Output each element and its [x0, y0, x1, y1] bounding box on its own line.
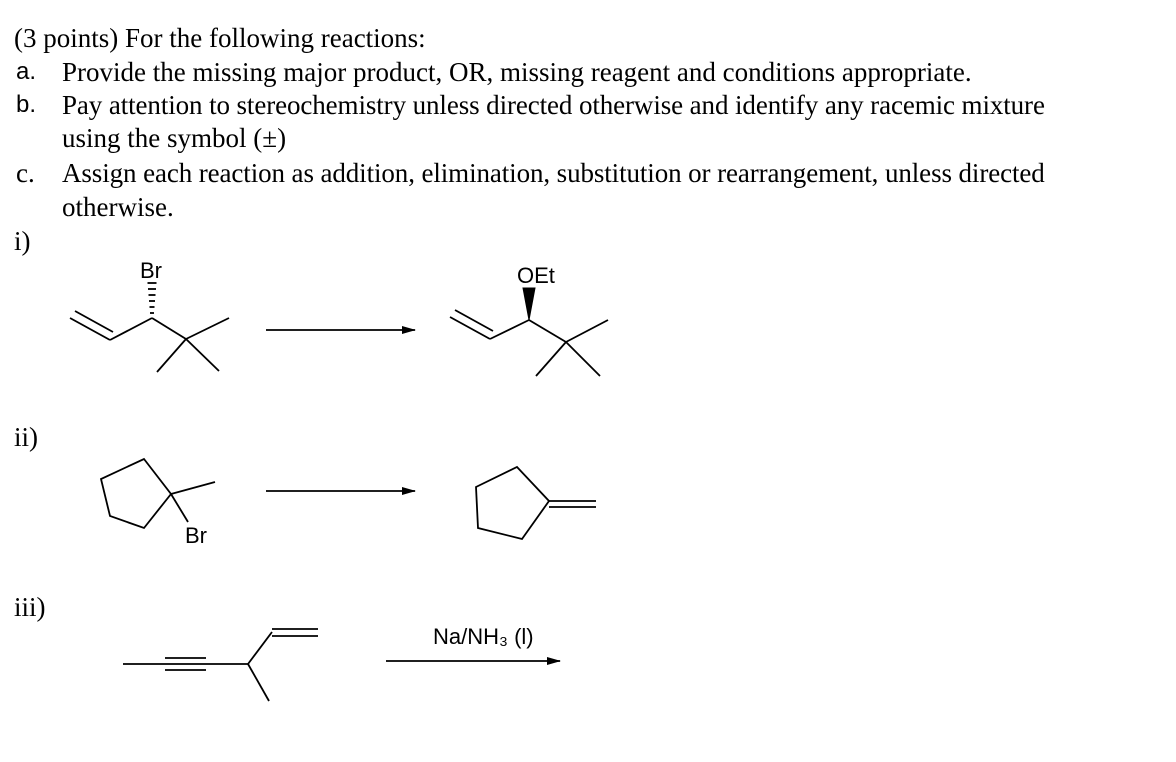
item-a-text: Provide the missing major product, OR, missing reagent and conditions appropriate. [62, 57, 972, 87]
product-i-ethoxy-label: OEt [517, 263, 555, 288]
reaction-ii-product [476, 467, 596, 539]
reaction-i-product [450, 288, 608, 376]
solid-wedge-bond [523, 288, 535, 320]
item-b-text-line1: Pay attention to stereochemistry unless directed otherwise and identify any racemic mixture [62, 90, 1045, 120]
reaction-i-label: i) [14, 226, 31, 256]
hashed-wedge-bond [148, 283, 157, 313]
item-b-marker: b. [16, 91, 37, 118]
item-a-marker: a. [16, 58, 37, 85]
reaction-iii-reagent-label: Na/NH₃ (l) [433, 624, 534, 649]
item-c-marker: c. [16, 158, 35, 188]
reactant-ii-bromine-label: Br [185, 523, 207, 548]
reactant-i-bromine-label: Br [140, 258, 162, 283]
reaction-ii-label: ii) [14, 422, 38, 452]
reaction-ii-reactant [101, 459, 215, 528]
reaction-iii-reactant [123, 629, 318, 701]
reaction-iii-label: iii) [14, 592, 46, 622]
item-c-text-line1: Assign each reaction as addition, elimination, substitution or rearrangement, unless directed [62, 158, 1045, 188]
question-header: (3 points) For the following reactions: [14, 23, 426, 53]
item-c-text-line2: otherwise. [62, 192, 174, 222]
reaction-i-reactant [70, 283, 229, 372]
item-b-text-line2: using the symbol (±) [62, 123, 287, 153]
